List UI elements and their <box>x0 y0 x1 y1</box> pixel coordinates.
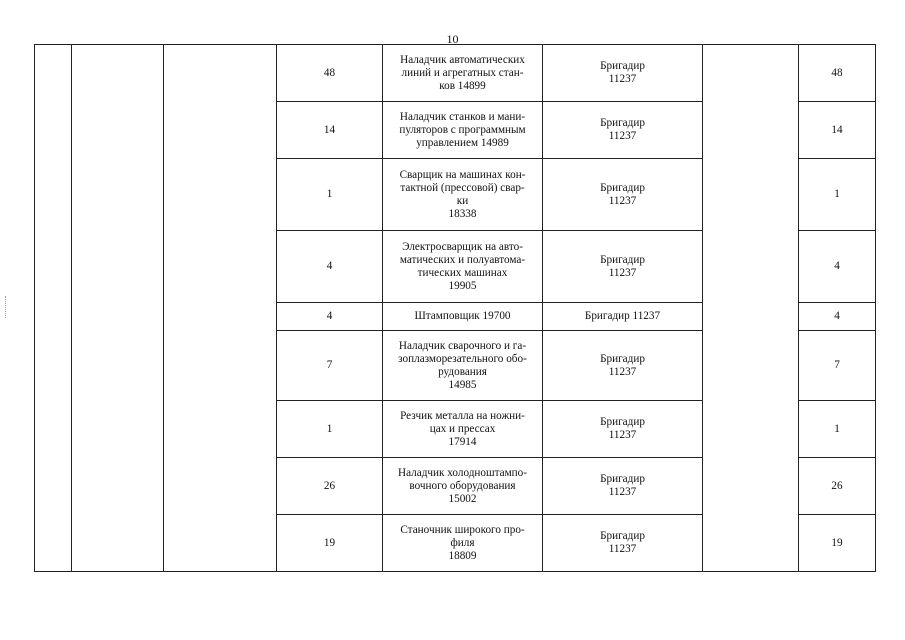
quantity-cell: 48 <box>277 45 383 102</box>
quantity-total-cell: 7 <box>799 331 876 401</box>
profession-cell-line: пуляторов с программным <box>399 123 526 136</box>
quantity-total-cell: 1 <box>799 401 876 458</box>
profession-cell <box>383 159 543 231</box>
quantity-cell: 7 <box>277 331 383 401</box>
supervisor-cell-line: 11237 <box>608 73 637 85</box>
profession-cell-line: тических машинах <box>417 266 508 279</box>
profession-cell-line: вочного оборудования <box>409 479 516 492</box>
profession-cell-line: Наладчик автоматических <box>400 53 525 66</box>
profession-cell <box>383 458 543 515</box>
quantity-cell: 1 <box>277 159 383 231</box>
quantity-cell: 26 <box>277 458 383 515</box>
quantity-cell: 14 <box>277 102 383 159</box>
blank-cell-4 <box>703 45 799 572</box>
supervisor-cell-line: Бригадир <box>600 352 645 365</box>
profession-cell-line: Станочник широкого про- <box>400 523 525 536</box>
quantity-cell: 4 <box>277 231 383 303</box>
scan-artifact <box>5 296 8 318</box>
profession-cell-line: рудования <box>438 365 487 378</box>
profession-cell-line: матических и полуавтома- <box>399 253 526 266</box>
profession-cell-line: Резчик металла на ножни- <box>400 409 525 422</box>
profession-cell-line: управлением 14989 <box>416 136 509 149</box>
quantity-total-cell: 48 <box>799 45 876 102</box>
quantity-total-cell: 26 <box>799 458 876 515</box>
blank-cell-3 <box>164 45 277 572</box>
quantity-cell: 19 <box>277 515 383 572</box>
supervisor-cell <box>543 331 703 401</box>
supervisor-cell-line: 11237 <box>608 194 637 207</box>
supervisor-cell-line: Бригадир <box>600 60 645 72</box>
supervisor-cell <box>543 515 703 572</box>
profession-cell-line: Наладчик сварочного и га- <box>398 339 527 352</box>
profession-cell-line: цах и прессах <box>429 422 496 435</box>
supervisor-cell <box>543 458 703 515</box>
profession-cell <box>383 102 543 159</box>
quantity-total-cell: 4 <box>799 303 876 331</box>
supervisor-cell-line: Бригадир 11237 <box>584 310 661 322</box>
supervisor-cell-line: 11237 <box>608 543 637 555</box>
profession-cell-line: Сварщик на машинах кон- <box>399 168 526 181</box>
profession-cell-line: Наладчик холодноштампо- <box>398 466 527 479</box>
profession-cell <box>383 331 543 401</box>
quantity-cell: 4 <box>277 303 383 331</box>
profession-cell-line: ков 14899 <box>439 79 486 92</box>
profession-cell <box>383 231 543 303</box>
quantity-total-cell: 1 <box>799 159 876 231</box>
quantity-cell: 1 <box>277 401 383 458</box>
supervisor-cell-line: Бригадир <box>600 117 645 129</box>
quantity-total-cell: 19 <box>799 515 876 572</box>
profession-cell-line: 18338 <box>448 207 477 220</box>
table-row <box>35 45 876 102</box>
quantity-total-cell: 4 <box>799 231 876 303</box>
profession-cell-line: зоплазморезательного обо- <box>398 352 527 365</box>
profession-cell-line: 14985 <box>448 378 477 391</box>
profession-cell-line: 17914 <box>448 435 477 448</box>
profession-cell-line: линий и агрегатных стан- <box>401 66 524 79</box>
supervisor-cell <box>543 231 703 303</box>
profession-cell-line: 18809 <box>448 549 477 562</box>
profession-cell <box>383 303 543 331</box>
supervisor-cell-line: 11237 <box>608 429 637 441</box>
profession-cell <box>383 515 543 572</box>
supervisor-cell-line: 11237 <box>608 486 637 498</box>
supervisor-cell-line: 11237 <box>608 365 637 378</box>
supervisor-cell <box>543 159 703 231</box>
staffing-table <box>34 44 876 572</box>
supervisor-cell-line: 11237 <box>608 266 637 279</box>
profession-cell-line: Электросварщик на авто- <box>402 240 523 253</box>
supervisor-cell <box>543 45 703 102</box>
profession-cell <box>383 401 543 458</box>
blank-cell-2 <box>72 45 164 572</box>
profession-cell-line: 19905 <box>448 279 477 292</box>
profession-cell-line: 15002 <box>448 492 477 505</box>
supervisor-cell-line: Бригадир <box>600 530 645 542</box>
supervisor-cell-line: Бригадир <box>600 416 645 428</box>
supervisor-cell <box>543 102 703 159</box>
profession-cell <box>383 45 543 102</box>
supervisor-cell-line: Бригадир <box>600 473 645 485</box>
profession-cell-line: Штамповщик 19700 <box>414 310 511 322</box>
profession-cell-line: Наладчик станков и мани- <box>399 110 526 123</box>
supervisor-cell-line: 11237 <box>608 130 637 142</box>
page-number: 10 <box>446 32 459 46</box>
blank-cell-1 <box>35 45 72 572</box>
profession-cell-line: тактной (прессовой) свар- <box>400 181 525 194</box>
profession-cell-line: ки <box>456 194 469 207</box>
supervisor-cell-line: Бригадир <box>600 253 645 266</box>
supervisor-cell <box>543 303 703 331</box>
supervisor-cell-line: Бригадир <box>600 181 645 194</box>
supervisor-cell <box>543 401 703 458</box>
profession-cell-line: филя <box>450 536 475 549</box>
quantity-total-cell: 14 <box>799 102 876 159</box>
